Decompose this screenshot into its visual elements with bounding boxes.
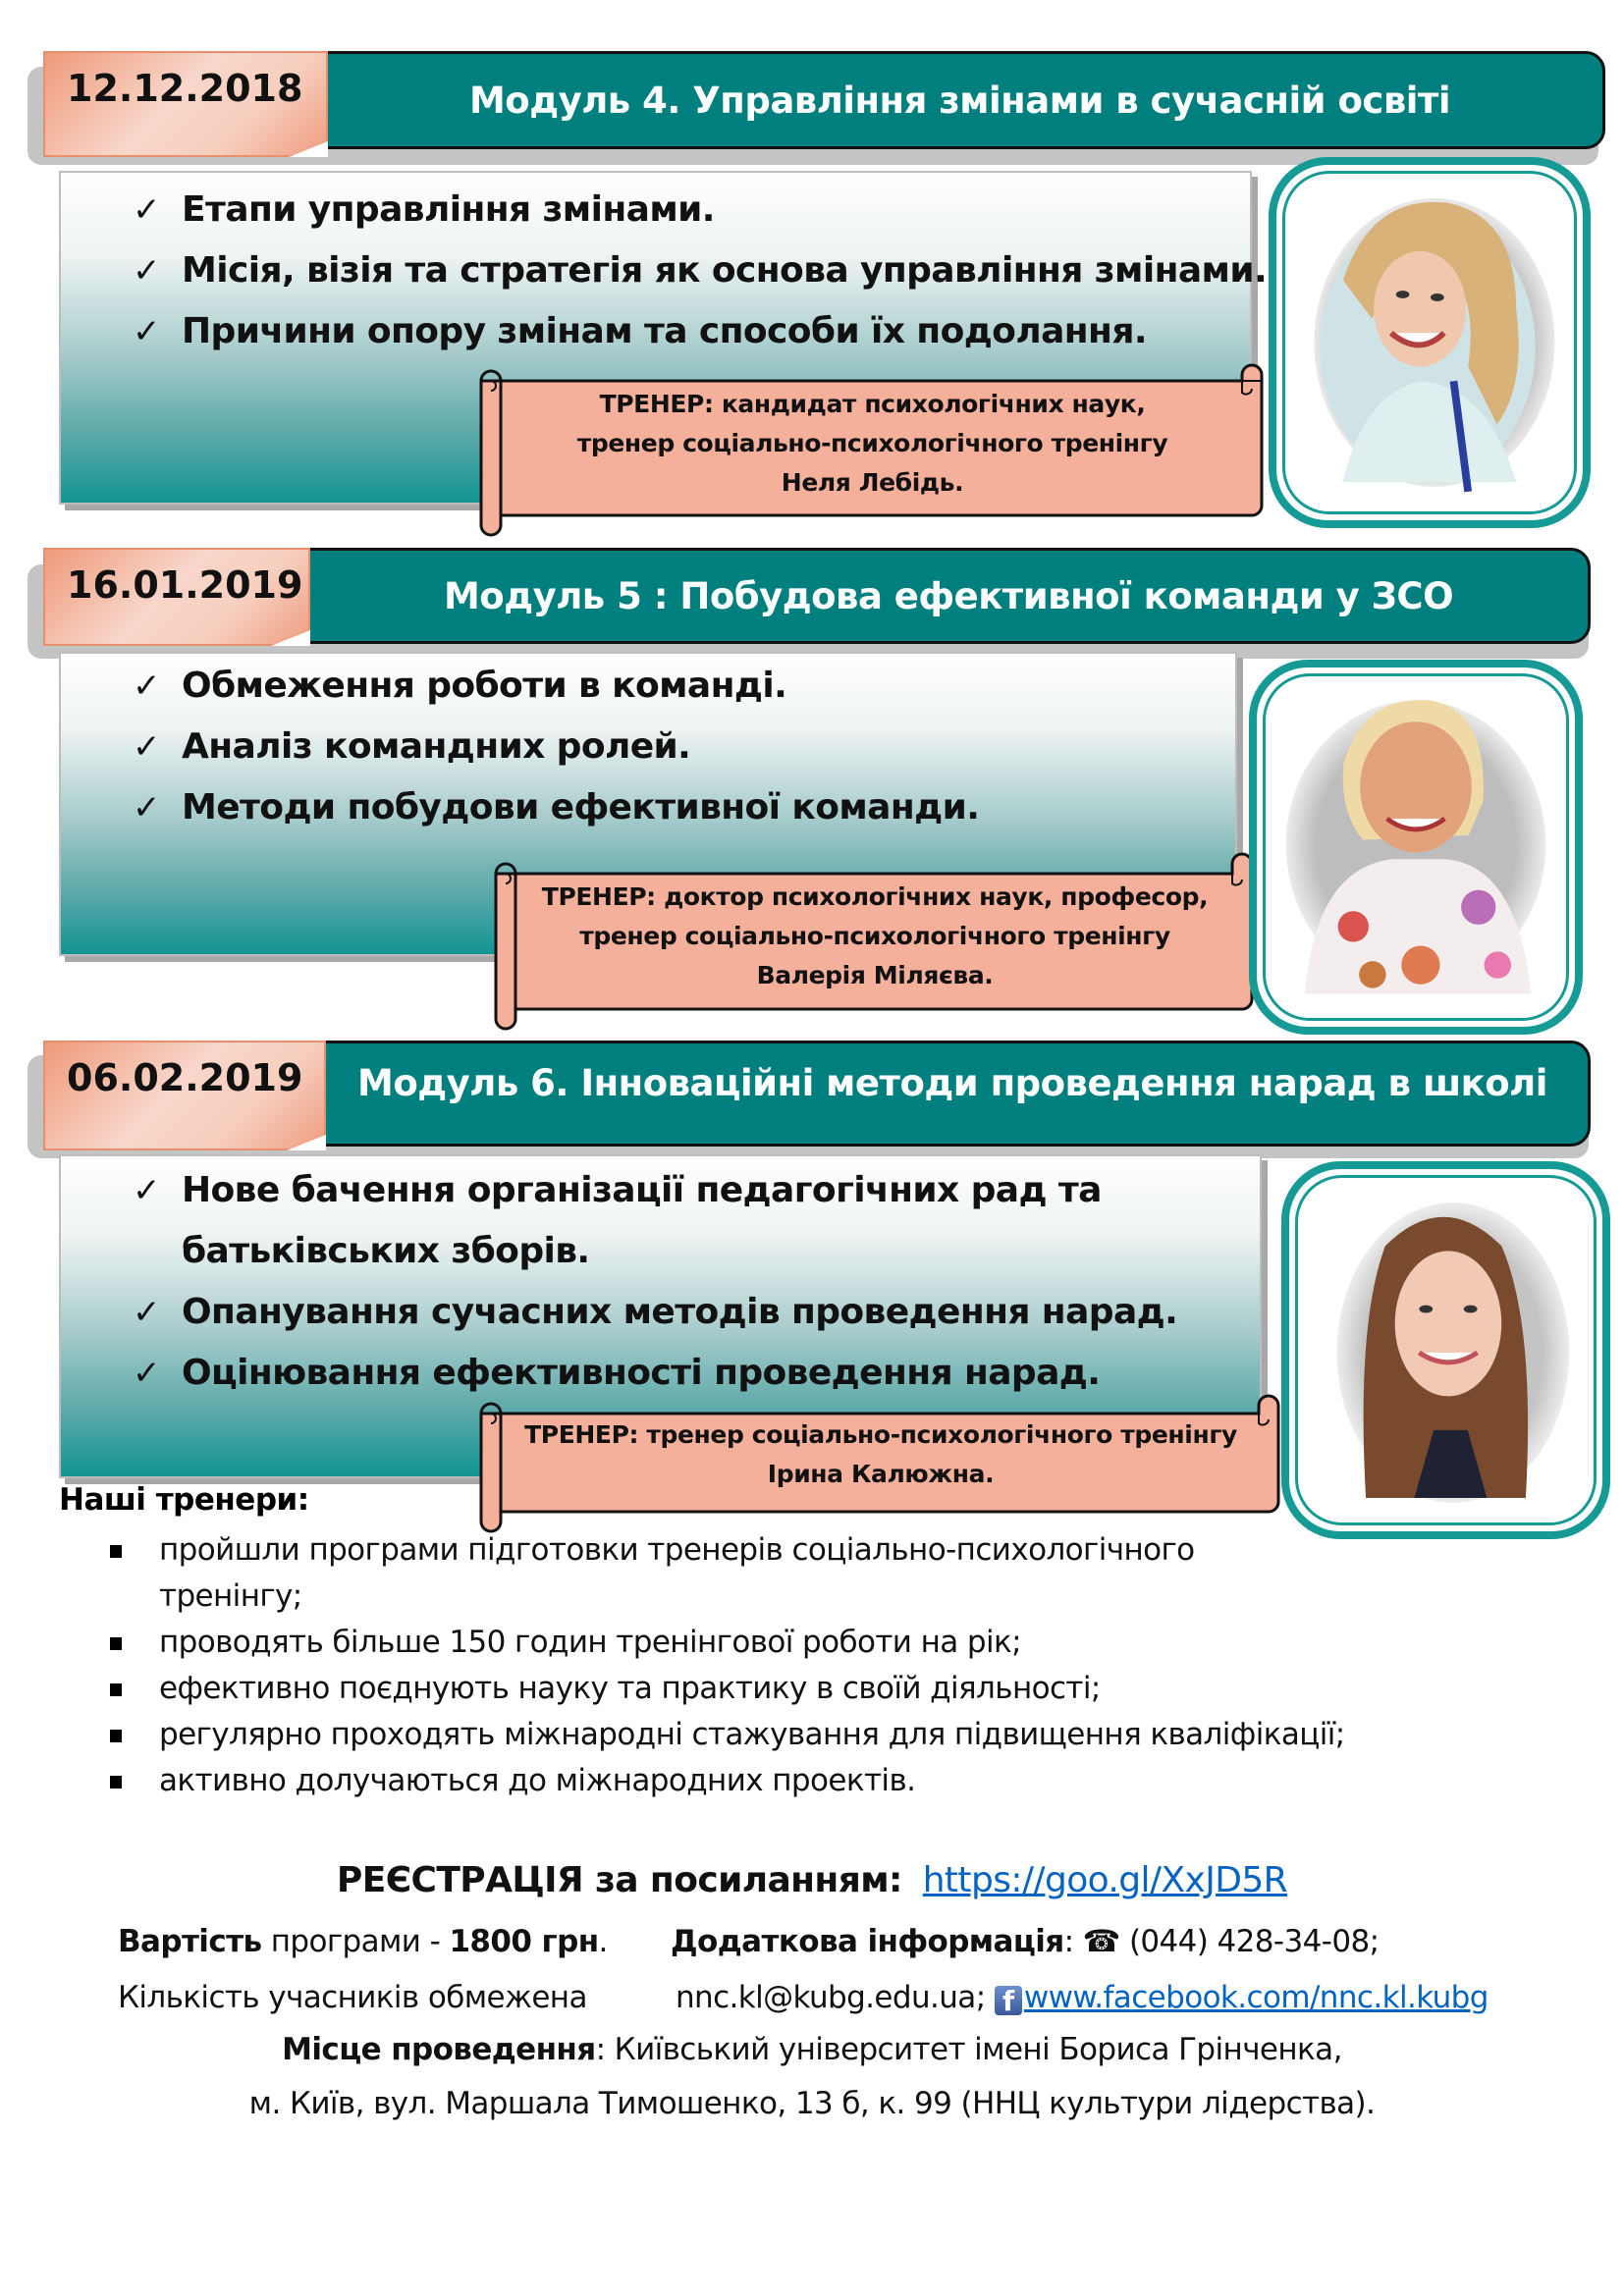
registration-label: РЕЄСТРАЦІЯ за посиланням: [336, 1860, 902, 1900]
address-line [0, 2086, 1624, 2121]
date-tab [43, 548, 310, 646]
module-title: Модуль 6. Інноваційні методи проведення нарад в школі [357, 1061, 1547, 1104]
trainer-photo [1282, 171, 1577, 514]
trainer-scroll-banner [461, 1392, 1278, 1531]
module-date: 06.02.2019 [67, 1056, 303, 1099]
page-curl [271, 630, 310, 646]
trainer-fact: пройшли програми підготовки тренерів соціально-психологічного [108, 1527, 1463, 1574]
topic-item-continuation: батьківських зборів. [182, 1231, 590, 1271]
contact-block [676, 1980, 1489, 2015]
topic-item: ✓ Оцінювання ефективності проведення нарад. [133, 1343, 1177, 1404]
date-tab [43, 1041, 326, 1150]
trainer-fact: ефективно поєднують науку та практику в своїй діяльності; [108, 1666, 1463, 1712]
square-bullet-icon [110, 1730, 122, 1742]
module-date: 16.01.2019 [67, 563, 303, 607]
check-icon: ✓ [133, 251, 160, 291]
topic-item: ✓ Етапи управління змінами. [133, 180, 1267, 240]
check-icon: ✓ [133, 788, 160, 828]
module-title-bar [314, 51, 1605, 149]
topic-item: ✓ Місія, візія та стратегія як основа управління змінами. [133, 240, 1267, 301]
trainer-fact: активно долучаються до міжнародних проектів. [108, 1758, 1463, 1804]
trainer-photo-frame [1281, 1161, 1610, 1539]
page-curl [287, 1135, 326, 1150]
trainer-info: ТРЕНЕР: доктор психологічних наук, професор, тренер соціально-психологічного тренінгу Валерія Міляєва. [541, 882, 1209, 989]
portrait-blonde-woman [1285, 174, 1574, 511]
cost-block: Вартість програми - 1800 грн. [118, 1924, 608, 1959]
trainer-scroll-banner [476, 842, 1252, 1029]
trainer-info: ТРЕНЕР: кандидат психологічних наук, тренер соціально-психологічного тренінгу Неля Лебідь. [576, 390, 1168, 497]
facebook-link[interactable]: www.facebook.com/nnc.kl.kubg [1023, 1980, 1489, 2015]
trainer-photo-frame [1249, 660, 1583, 1035]
square-bullet-icon [110, 1545, 122, 1558]
trainer-photo [1295, 1175, 1597, 1525]
trainer-scroll-banner [461, 353, 1262, 535]
check-icon: ✓ [133, 190, 160, 230]
module-title-bar [306, 548, 1591, 644]
topic-item: ✓ Опанування сучасних методів проведення нарад. [133, 1282, 1177, 1343]
address: м. Київ, вул. Маршала Тимошенко, 13 б, к. 99 (ННЦ культури лідерства). [248, 2086, 1376, 2121]
trainer-info: ТРЕНЕР: тренер соціально-психологічного тренінгу Ірина Калюжна. [524, 1420, 1237, 1488]
check-icon: ✓ [133, 1293, 160, 1332]
trainer-fact: проводять більше 150 годин тренінгової роботи на рік; [108, 1620, 1463, 1666]
facebook-icon: f [995, 1986, 1022, 2015]
trainers-heading: Наші тренери: [59, 1482, 309, 1518]
topic-item: ✓ Обмеження роботи в команді. [133, 656, 979, 717]
trainer-photo-frame [1269, 157, 1591, 528]
module-title: Модуль 4. Управління змінами в сучасній освіті [468, 79, 1451, 122]
date-tab [43, 51, 328, 157]
email[interactable]: nnc.kl@kubg.edu.ua; [676, 1980, 986, 2015]
topic-item: ✓ Методи побудови ефективної команди. [133, 777, 979, 838]
venue-line [0, 2032, 1624, 2067]
check-icon: ✓ [133, 312, 160, 351]
square-bullet-icon [110, 1637, 122, 1650]
portrait-blonde-woman-floral [1266, 676, 1566, 1018]
phone-icon: ☎ [1082, 1924, 1120, 1959]
trainer-fact: регулярно проходять міжнародні стажування для підвищення кваліфікації; [108, 1712, 1463, 1758]
portrait-brunette-woman [1298, 1178, 1594, 1522]
check-icon: ✓ [133, 727, 160, 767]
topic-item: ✓ Нове бачення організації педагогічних рад та [133, 1160, 1177, 1221]
square-bullet-icon [110, 1776, 122, 1789]
participants-limited: Кількість учасників обмежена [118, 1980, 587, 2015]
module-date: 12.12.2018 [67, 67, 303, 110]
topics-list [133, 1160, 1177, 1404]
page-curl [289, 141, 328, 157]
trainers-list [108, 1527, 1463, 1804]
trainer-fact-continuation: тренінгу; [159, 1578, 302, 1614]
square-bullet-icon [110, 1683, 122, 1696]
topics-list [133, 656, 979, 838]
trainer-photo [1263, 673, 1569, 1021]
module-title: Модуль 5 : Побудова ефективної команди у ЗСО [443, 574, 1454, 617]
phone-number: (044) 428-34-08; [1119, 1924, 1380, 1959]
registration-link[interactable]: https://goo.gl/XxJD5R [922, 1860, 1288, 1900]
check-icon: ✓ [133, 667, 160, 706]
venue-text: : Київський університет імені Бориса Грінченка, [595, 2032, 1342, 2067]
module-title-bar [314, 1041, 1591, 1147]
registration-line [0, 1860, 1624, 1900]
check-icon: ✓ [133, 1171, 160, 1210]
check-icon: ✓ [133, 1354, 160, 1393]
info-block: Додаткова інформація: ☎ (044) 428-34-08; [671, 1924, 1380, 1959]
topic-item: ✓ Причини опору змінам та способи їх подолання. [133, 301, 1267, 362]
venue-label: Місце проведення [282, 2032, 596, 2067]
cost-value: 1800 грн [449, 1924, 599, 1959]
topics-list [133, 180, 1267, 362]
topic-item: ✓ Аналіз командних ролей. [133, 717, 979, 777]
